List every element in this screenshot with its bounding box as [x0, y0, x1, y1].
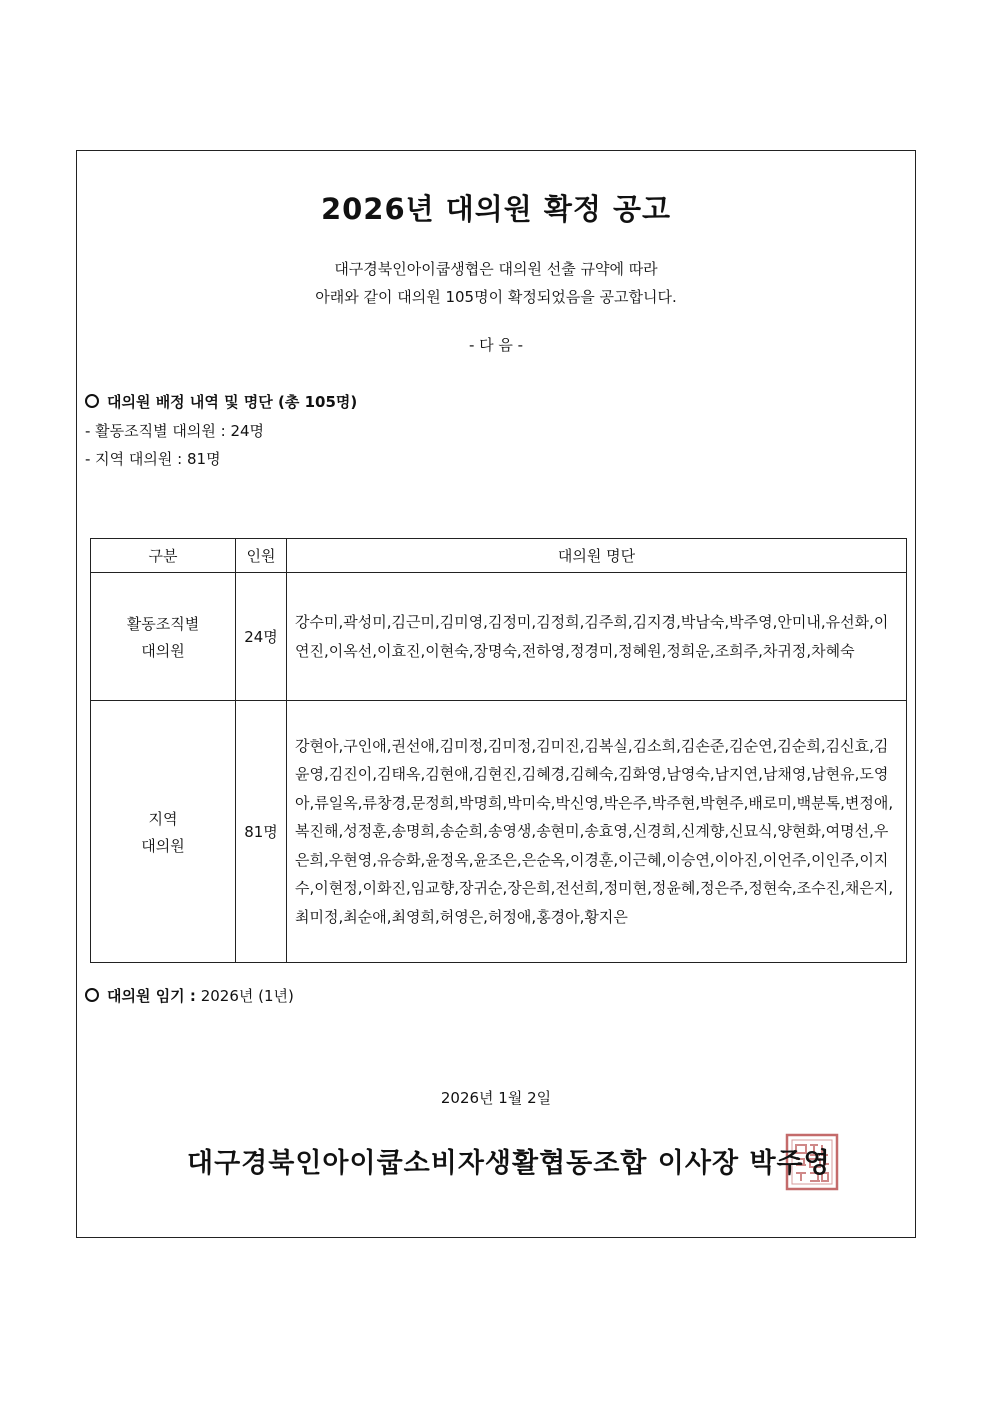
- notice-date: 2026년 1월 2일: [440, 1089, 552, 1107]
- row-category: [91, 701, 236, 963]
- allocation-item-region: - 지역 대의원 : 81명: [85, 450, 221, 468]
- circle-bullet-icon: [85, 988, 99, 1002]
- intro-line-1: 대구경북인아이쿱생협은 대의원 선출 규약에 따라: [334, 260, 658, 278]
- row-category-line2: 대의원: [141, 641, 185, 660]
- table-row: [91, 573, 907, 701]
- term-label: 대의원 임기 :: [107, 987, 196, 1005]
- intro-separator: - 다 음 -: [468, 336, 524, 354]
- intro-line-2: 아래와 같이 대의원 105명이 확정되었음을 공고합니다.: [315, 288, 677, 306]
- table-row: [91, 701, 907, 963]
- allocation-heading: [85, 391, 357, 412]
- row-category: [91, 573, 236, 701]
- row-names: 강수미,곽성미,김근미,김미영,김정미,김정희,김주희,김지경,박남숙,박주영,안미내,유선화,이연진,이옥선,이효진,이현숙,장명숙,전하영,정경미,정혜원,정희운,조희주,차귀정,차혜숙: [287, 573, 907, 701]
- allocation-heading-text: 대의원 배정 내역 및 명단 (총 105명): [107, 393, 358, 411]
- row-category-line1: 지역: [148, 809, 178, 828]
- column-header-category: 구분: [91, 539, 236, 573]
- term-value: 2026년 (1년): [200, 987, 294, 1005]
- row-category-line2: 대의원: [141, 836, 185, 855]
- row-count: 24명: [236, 573, 287, 701]
- row-names: 강현아,구인애,권선애,김미정,김미정,김미진,김복실,김소희,김손준,김순연,김순희,김신효,김윤영,김진이,김태옥,김현애,김현진,김혜경,김혜숙,김화영,남영숙,남지연,남채영,남현유,도영아,류일옥,류창경,문정희,박명희,박미숙,박신영,박은주,박주현,박현주,배로미,백분톡,변정애,복진해,성정훈,송명희,송순희,송영생,송현미,송효영,신경희,신계향,신묘식,양현화,여명선,우은희,우현영,유승화,윤정옥,윤조은,은순옥,이경훈,이근혜,이승연,이아진,이언주,이인주,이지수,이현정,이화진,임교향,장귀순,장은희,전선희,정미현,정윤혜,정은주,정현숙,조수진,채은지,최미정,최순애,최영희,허영은,허정애,홍경아,황지은: [287, 701, 907, 963]
- table-header-row: [91, 539, 907, 573]
- notice-title: 2026년 대의원 확정 공고: [320, 192, 672, 226]
- column-header-count: 인원: [236, 539, 287, 573]
- column-header-names: 대의원 명단: [287, 539, 907, 573]
- signature-line: 대구경북인아이쿱소비자생활협동조합 이사장 박주영: [187, 1148, 831, 1179]
- notice-frame: [76, 150, 916, 1238]
- delegate-table: [90, 538, 907, 963]
- circle-bullet-icon: [85, 394, 99, 408]
- allocation-item-activity: - 활동조직별 대의원 : 24명: [85, 422, 265, 440]
- row-count: 81명: [236, 701, 287, 963]
- term-line: [85, 985, 294, 1006]
- row-category-line1: 활동조직별: [126, 614, 200, 633]
